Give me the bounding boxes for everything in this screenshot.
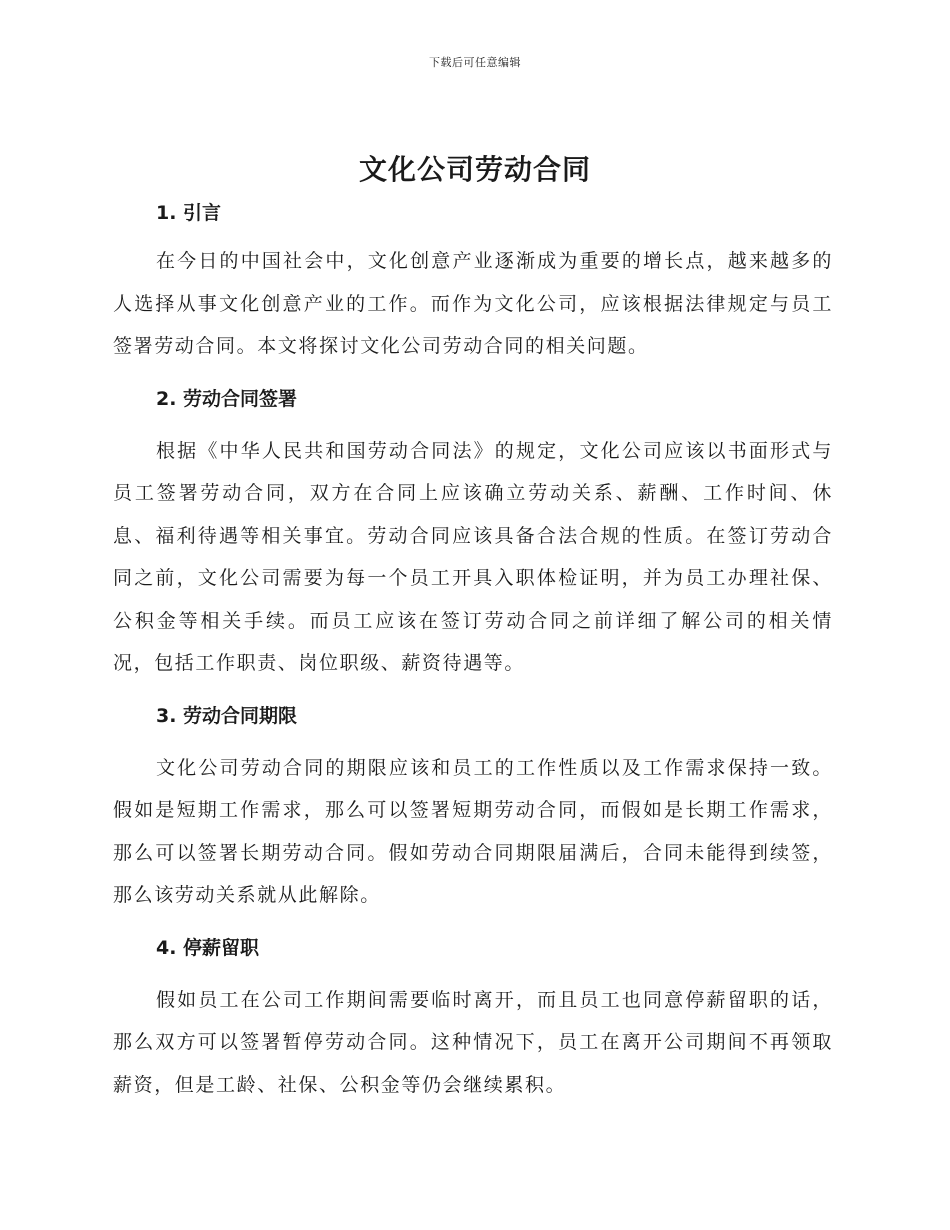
- section-unpaid-leave: [113, 931, 833, 1107]
- section-heading: 1. 引言: [156, 202, 222, 224]
- section-paragraph: 假如员工在公司工作期间需要临时离开，而且员工也同意停薪留职的话，那么双方可以签署暂停劳动合同。这种情况下，员工在离开公司期间不再领取薪资，但是工龄、社保、公积金等仍会继续累积。: [113, 988, 833, 1096]
- section-paragraph: 在今日的中国社会中，文化创意产业逐渐成为重要的增长点，越来越多的人选择从事文化创意产业的工作。而作为文化公司，应该根据法律规定与员工签署劳动合同。本文将探讨文化公司劳动合同的相关问题。: [113, 250, 833, 357]
- section-contract-term: [113, 699, 833, 917]
- section-heading: 2. 劳动合同签署: [156, 387, 298, 410]
- document-title: 文化公司劳动合同: [358, 153, 591, 186]
- section-heading: 3. 劳动合同期限: [156, 704, 298, 727]
- document-body: [113, 196, 833, 1106]
- section-contract-signing: [113, 382, 833, 685]
- page-header-note: 下载后可任意编辑: [429, 56, 521, 69]
- section-introduction: [113, 196, 833, 368]
- section-paragraph: 根据《中华人民共和国劳动合同法》的规定，文化公司应该以书面形式与员工签署劳动合同，双方在合同上应该确立劳动关系、薪酬、工作时间、休息、福利待遇等相关事宜。劳动合同应该具备合法合规的性质。在签订劳动合同之前，文化公司需要为每一个员工开具入职体检证明，并为员工办理社保、公积金等相关手续。而员工应该在签订劳动合同之前详细了解公司的相关情况，包括工作职责、岗位职级、薪资待遇等。: [113, 439, 833, 674]
- section-paragraph: 文化公司劳动合同的期限应该和员工的工作性质以及工作需求保持一致。假如是短期工作需求，那么可以签署短期劳动合同，而假如是长期工作需求，那么可以签署长期劳动合同。假如劳动合同期限届满后，合同未能得到续签，那么该劳动关系就从此解除。: [113, 756, 833, 906]
- section-heading: 4. 停薪留职: [156, 936, 260, 959]
